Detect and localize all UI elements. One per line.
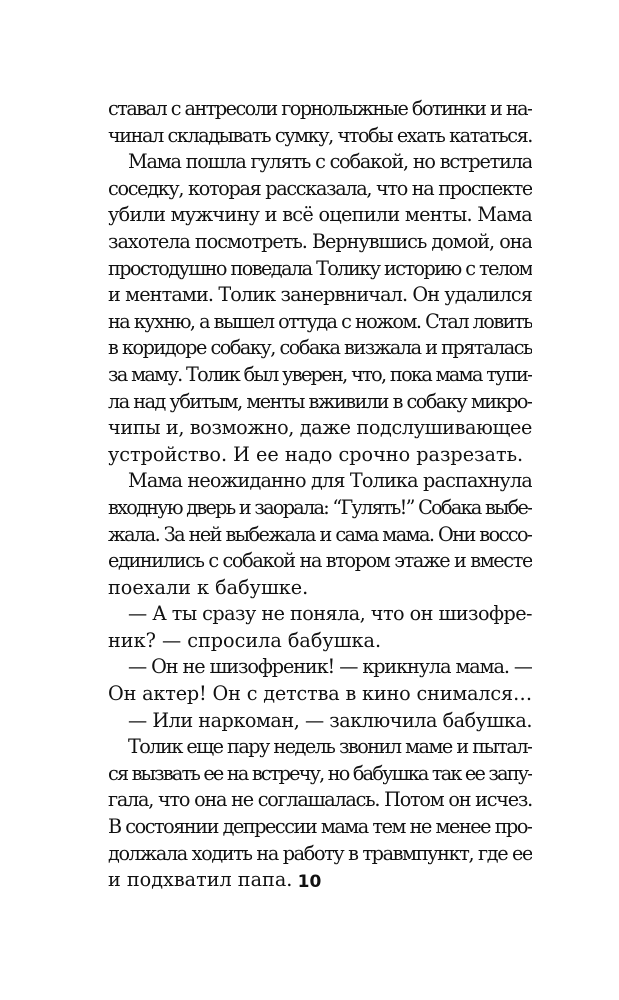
text-line: в коридоре собаку, собака визжала и пряталась <box>108 336 532 360</box>
text-line: и ментами. Толик занервничал. Он удалился <box>108 283 532 307</box>
text-line: и подхватил папа. <box>108 868 293 892</box>
text-line: за маму. Толик был уверен, что, пока мама тупи- <box>108 362 532 386</box>
text-line: на кухню, а вышел оттуда с ножом. Стал ловить <box>108 309 532 333</box>
text-line: — А ты сразу не поняла, что он шизофре- <box>128 602 532 626</box>
text-line: устройство. И ее надо срочно разрезать. <box>108 442 524 466</box>
text-line: поехали к бабушке. <box>108 575 309 599</box>
text-line: Он актер! Он с детства в кино снимался… <box>108 682 532 706</box>
text-line: должала ходить на работу в травмпункт, где ее <box>108 841 532 865</box>
page-number: 10 <box>297 872 322 892</box>
text-line: простодушно поведала Толику историю с телом <box>108 256 532 280</box>
text-line: убили мужчину и всё оцепили менты. Мама <box>108 203 532 227</box>
text-line: ся вызвать ее на встречу, но бабушка так ее запу- <box>108 761 532 785</box>
text-line: — Он не шизофреник! — крикнула мама. — <box>128 655 532 679</box>
text-line: В состоянии депрессии мама тем не менее про- <box>108 815 532 839</box>
body-text <box>108 96 532 894</box>
text-line: входную дверь и заорала: “Гулять!” Собака выбе- <box>108 495 532 519</box>
text-line: жала. За ней выбежала и сама мама. Они воссо- <box>108 522 532 546</box>
text-line: чипы и, возможно, даже подслушивающее <box>108 416 532 440</box>
text-line: — Или наркоман, — заключила бабушка. <box>128 708 532 732</box>
text-line: Мама пошла гулять с собакой, но встретила <box>128 150 532 174</box>
text-line: ставал с антресоли горнолыжные ботинки и на- <box>108 97 532 120</box>
text-line: соседку, которая рассказала, что на проспекте <box>108 176 532 200</box>
text-line: захотела посмотреть. Вернувшись домой, она <box>108 229 532 253</box>
text-line: гала, что она не соглашалась. Потом он исчез. <box>108 788 532 812</box>
text-line: ник? — спросила бабушка. <box>108 628 382 652</box>
text-line: ла над убитым, менты вживили в собаку микро- <box>108 389 532 413</box>
text-line: единились с собакой на втором этаже и вместе <box>108 549 532 573</box>
text-line: чинал складывать сумку, чтобы ехать кататься. <box>108 123 532 147</box>
text-line: Толик еще пару недель звонил маме и пытал- <box>128 735 532 759</box>
text-line: Мама неожиданно для Толика распахнула <box>128 469 532 493</box>
